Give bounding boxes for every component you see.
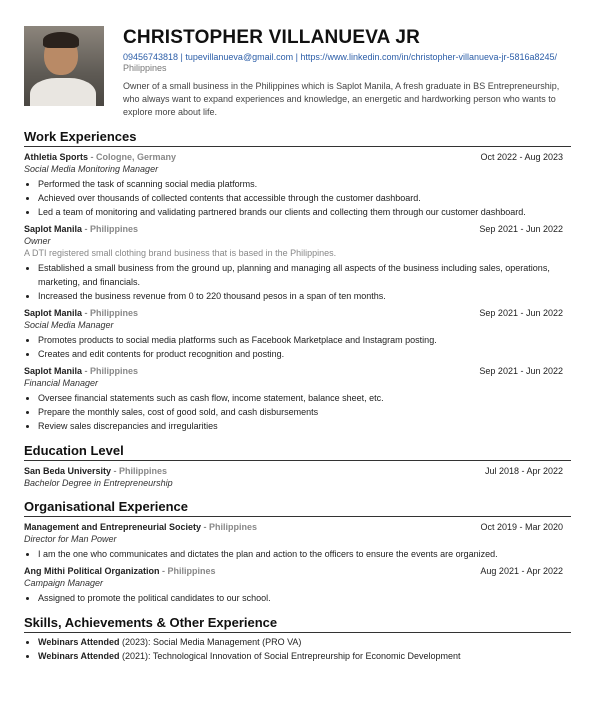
entry-org: Saplot Manila [24, 224, 83, 234]
entry-bullets [24, 333, 571, 361]
entry-dates: Sep 2021 - Jun 2022 [479, 224, 563, 234]
work-entry [24, 151, 571, 219]
country: Philippines [123, 63, 167, 73]
org-entry [24, 565, 571, 605]
skill-text: (2023): Social Media Management (PRO VA) [119, 637, 302, 647]
entry-role: Social Media Monitoring Manager [24, 164, 159, 174]
bullet: • Promotes products to social media platforms such as Facebook Marketplace and Instagram posting. [38, 333, 571, 347]
entry-org: San Beda University [24, 466, 112, 476]
entry-location: - Philippines [159, 566, 216, 576]
bullet: • Creates and edit contents for product recognition and posting. [38, 347, 571, 361]
entry-org: Saplot Manila [24, 308, 83, 318]
entry-role: Campaign Manager [24, 578, 104, 588]
skill-item [38, 635, 571, 649]
resume-header [24, 26, 571, 119]
bullet: • Achieved over thousands of collected contents that accessible through the customer dashboard. [38, 191, 571, 205]
entry-dates: Jul 2018 - Apr 2022 [484, 466, 563, 476]
work-entry [24, 307, 571, 361]
entry-location: - Cologne, Germany [88, 152, 177, 162]
entry-role: Social Media Manager [24, 320, 114, 330]
header-info [123, 26, 571, 119]
entry-bullets [24, 177, 571, 219]
entry-role: Financial Manager [24, 378, 99, 388]
entry-bullets [24, 261, 571, 303]
entry-bullets [24, 547, 571, 561]
entry-role: Bachelor Degree in Entrepreneurship [24, 478, 173, 488]
entry-dates: Aug 2021 - Apr 2022 [480, 566, 563, 576]
entry-location: - Philippines [82, 366, 139, 376]
bullet: • Assigned to promote the political candidates to our school. [38, 591, 571, 605]
summary: Owner of a small business in the Philippines which is Saplot Manila, A fresh graduate in BS Entrepreneurship, who always want to expand experiences and knowledge, an energetic and hardworking person who wants to explore more about life. [123, 81, 560, 117]
entry-description: A DTI registered small clothing brand business that is based in the Philippines. [24, 248, 337, 258]
org-entry [24, 521, 571, 561]
work-entry [24, 365, 571, 433]
work-entry [24, 223, 571, 303]
section-title-work: Work Experiences [24, 129, 571, 147]
contact-line[interactable]: 09456743818 | tupevillanueva@gmail.com | https://www.linkedin.com/in/christopher-villanueva-jr-5816a8245/ [123, 52, 558, 62]
entry-location: - Philippines [82, 224, 139, 234]
entry-location: - Philippines [201, 522, 258, 532]
entry-org: Athletia Sports [24, 152, 89, 162]
entry-location: - Philippines [82, 308, 139, 318]
skill-label: Webinars Attended [38, 637, 120, 647]
section-title-education: Education Level [24, 443, 571, 461]
skill-label: Webinars Attended [38, 651, 120, 661]
skills-list [24, 635, 571, 663]
section-title-skills: Skills, Achievements & Other Experience [24, 615, 571, 633]
bullet: • Increased the business revenue from 0 to 220 thousand pesos in a span of ten months. [38, 289, 571, 303]
bullet: • Led a team of monitoring and validating partnered brands our clients and collecting them through our customer dashboard. [38, 205, 571, 219]
entry-bullets [24, 591, 571, 605]
entry-bullets [24, 391, 571, 433]
entry-dates: Sep 2021 - Jun 2022 [479, 308, 563, 318]
entry-dates: Sep 2021 - Jun 2022 [479, 366, 563, 376]
skill-text: (2021): Technological Innovation of Social Entrepreurship for Economic Development [119, 651, 461, 661]
bullet: • Prepare the monthly sales, cost of good sold, and cash disbursements [38, 405, 571, 419]
profile-photo [24, 26, 104, 106]
entry-org: Saplot Manila [24, 366, 83, 376]
bullet: • Performed the task of scanning social media platforms. [38, 177, 571, 191]
section-title-organisational: Organisational Experience [24, 499, 571, 517]
education-entry [24, 465, 571, 489]
entry-role: Director for Man Power [24, 534, 117, 544]
entry-dates: Oct 2019 - Mar 2020 [480, 522, 563, 532]
bullet: • Review sales discrepancies and irregularities [38, 419, 571, 433]
entry-org: Ang Mithi Political Organization [24, 566, 160, 576]
bullet: • I am the one who communicates and dictates the plan and action to the officers to ensure the events are organized. [38, 547, 571, 561]
candidate-name: CHRISTOPHER VILLANUEVA JR [123, 27, 421, 48]
entry-dates: Oct 2022 - Aug 2023 [480, 152, 563, 162]
entry-org: Management and Entrepreneurial Society [24, 522, 202, 532]
bullet: • Established a small business from the ground up, planning and managing all aspects of the business including sales, operations, marketing, and financials. [38, 261, 571, 289]
entry-location: - Philippines [111, 466, 168, 476]
bullet: • Oversee financial statements such as cash flow, income statement, balance sheet, etc. [38, 391, 571, 405]
entry-role: Owner [24, 236, 51, 246]
skill-item [38, 649, 571, 663]
